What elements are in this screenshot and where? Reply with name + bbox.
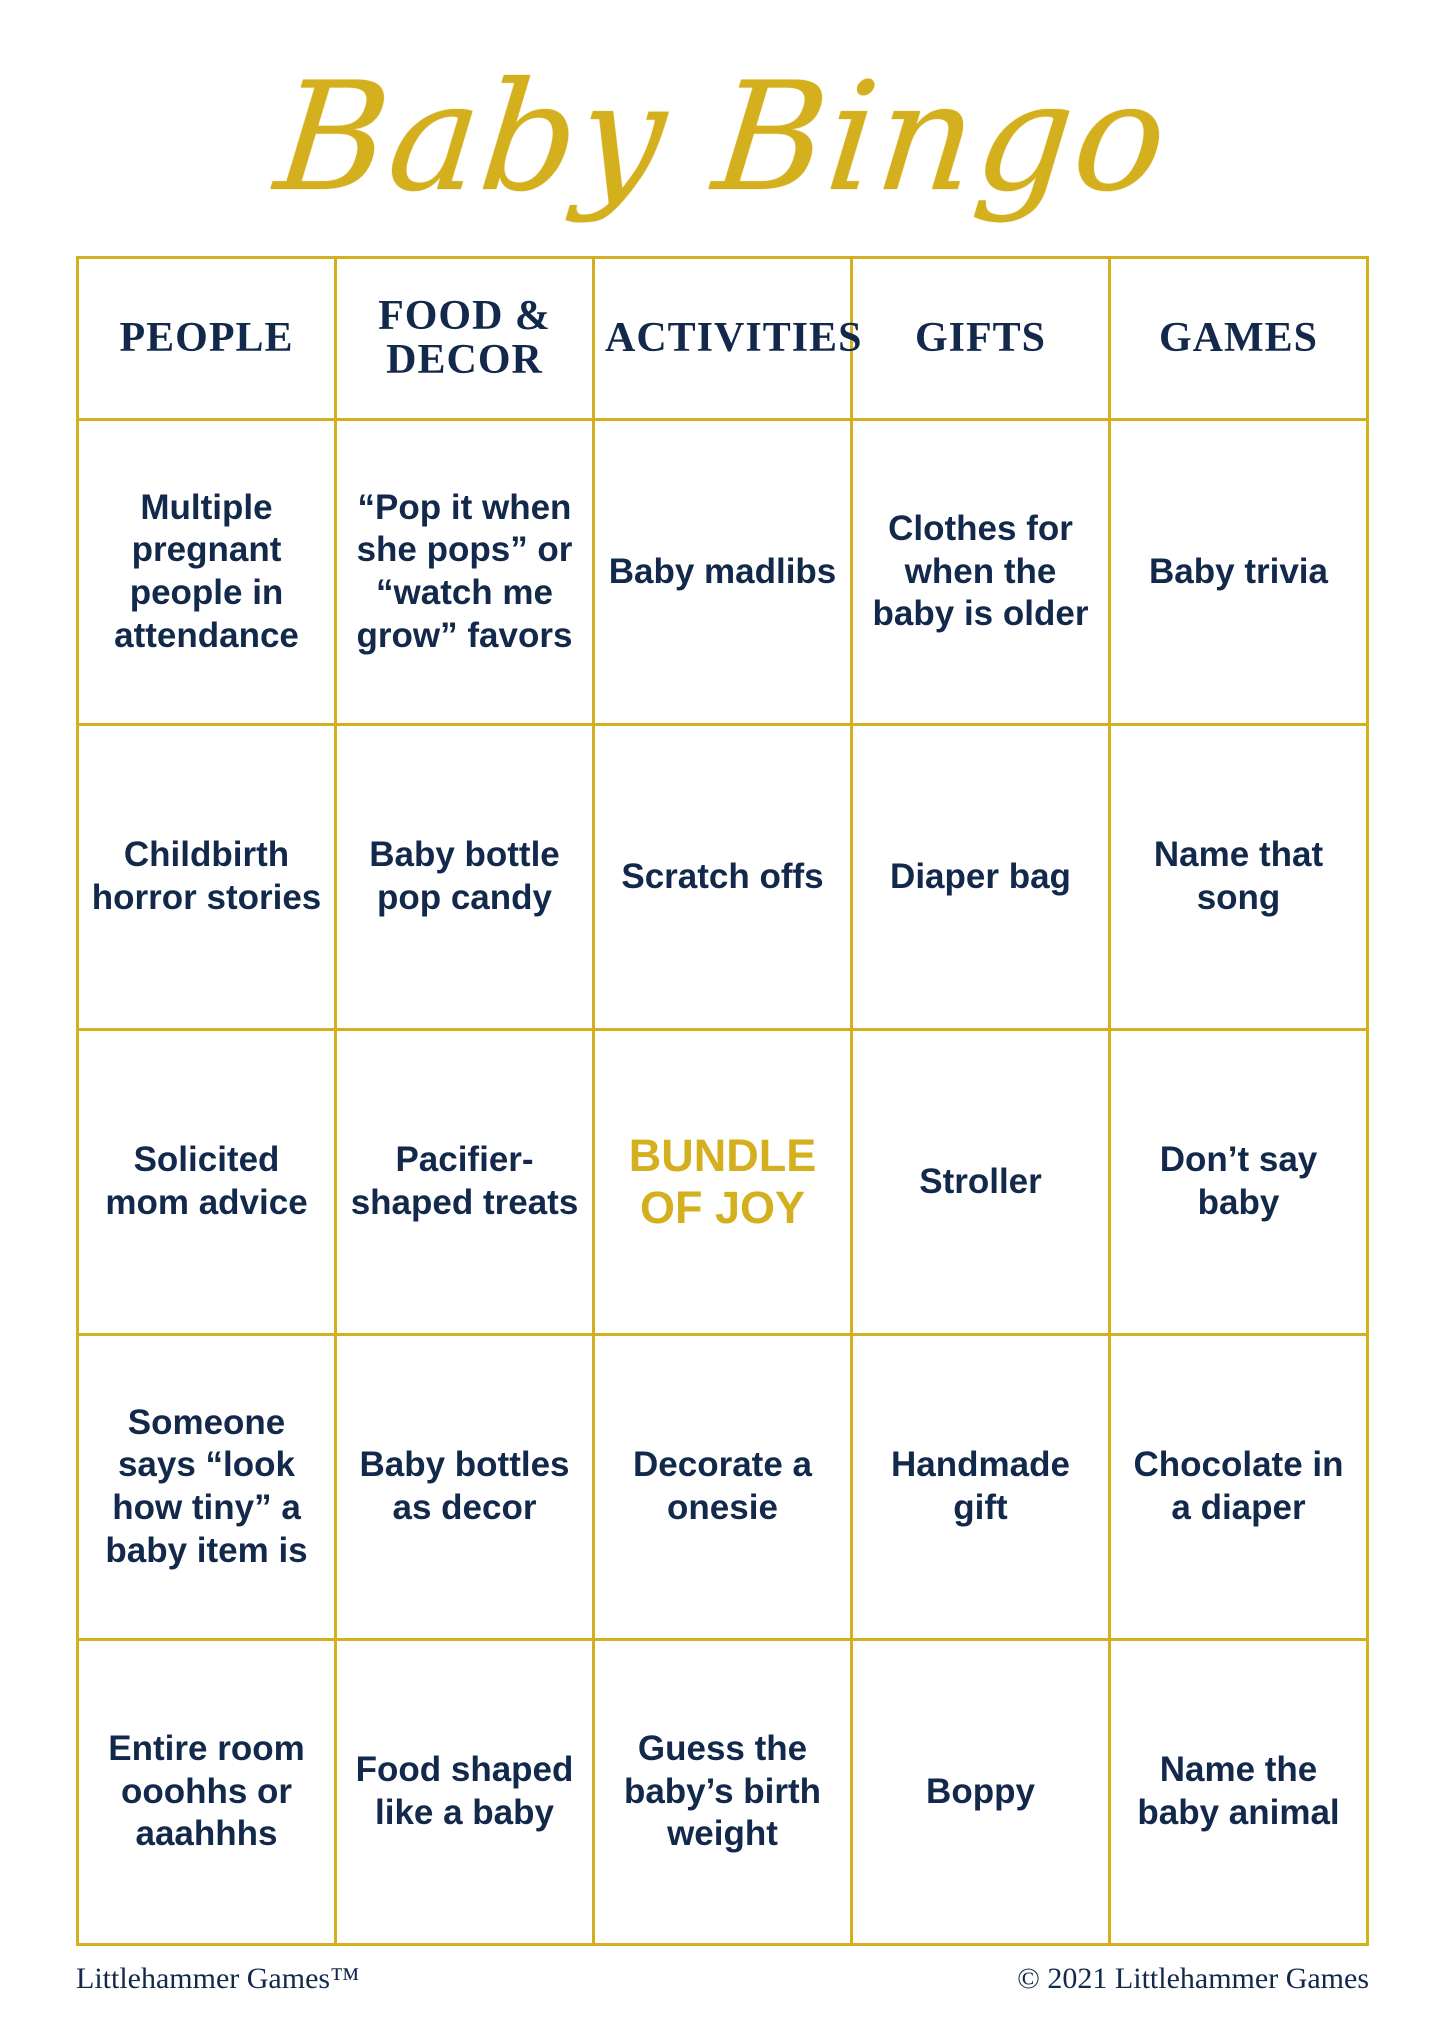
footer [76,1962,1369,1996]
bingo-cell[interactable]: Solicited mom advice [78,1030,336,1335]
bingo-row [78,1640,1368,1945]
column-header-activities [594,258,863,420]
bingo-cell[interactable]: Name that song [1110,725,1368,1030]
footer-copyright: © 2021 Littlehammer Games [1017,1962,1369,1995]
column-header-label: FOOD & DECOR [378,292,551,384]
column-header-food-decor [336,258,594,420]
column-header-label: PEOPLE [119,315,294,361]
bingo-row [78,420,1368,725]
bingo-cell[interactable]: Guess the baby’s birth weight [594,1640,852,1945]
column-header-label: GIFTS [914,315,1047,361]
bingo-cell[interactable]: Decorate a onesie [594,1335,852,1640]
bingo-cell[interactable]: Entire room ooohhs or aaahhhs [78,1640,336,1945]
column-header-people [78,258,336,420]
bingo-cell[interactable]: Chocolate in a diaper [1110,1335,1368,1640]
bingo-cell[interactable]: Scratch offs [594,725,852,1030]
bingo-cell[interactable]: Handmade gift [852,1335,1110,1640]
bingo-header-row [78,258,1368,420]
bingo-cell[interactable]: Food shaped like a baby [336,1640,594,1945]
bingo-row [78,1030,1368,1335]
page-title-wrap [0,18,1445,258]
bingo-cell[interactable]: Baby trivia [1110,420,1368,725]
bingo-board [76,256,1369,1946]
bingo-cell[interactable]: Baby bottles as decor [336,1335,594,1640]
bingo-cell[interactable]: Boppy [852,1640,1110,1945]
bingo-cell[interactable]: Pacifier-shaped treats [336,1030,594,1335]
column-header-label: GAMES [1158,315,1318,361]
page-title: Baby Bingo [268,51,1177,225]
bingo-cell[interactable]: Baby bottle pop candy [336,725,594,1030]
bingo-cell[interactable]: Clothes for when the baby is older [852,420,1110,725]
bingo-cell[interactable]: Name the baby animal [1110,1640,1368,1945]
bingo-row [78,1335,1368,1640]
bingo-row [78,725,1368,1030]
bingo-cell[interactable]: Multiple pregnant people in attendance [78,420,336,725]
bingo-cell[interactable]: Childbirth horror stories [78,725,336,1030]
bingo-cell[interactable]: Don’t say baby [1110,1030,1368,1335]
column-header-label: ACTIVITIES [605,315,863,361]
bingo-cell[interactable]: Diaper bag [852,725,1110,1030]
bingo-cell[interactable]: “Pop it when she pops” or “watch me grow” favors [336,420,594,725]
bingo-cell[interactable]: Stroller [852,1030,1110,1335]
column-header-games [1110,258,1368,420]
column-header-gifts [852,258,1110,420]
bingo-cell[interactable]: Baby madlibs [594,420,852,725]
bingo-cell[interactable]: Someone says “look how tiny” a baby item is [78,1335,336,1640]
bingo-free-cell[interactable]: BUNDLE OF JOY [594,1030,852,1335]
footer-brand: Littlehammer Games™ [76,1962,360,1995]
